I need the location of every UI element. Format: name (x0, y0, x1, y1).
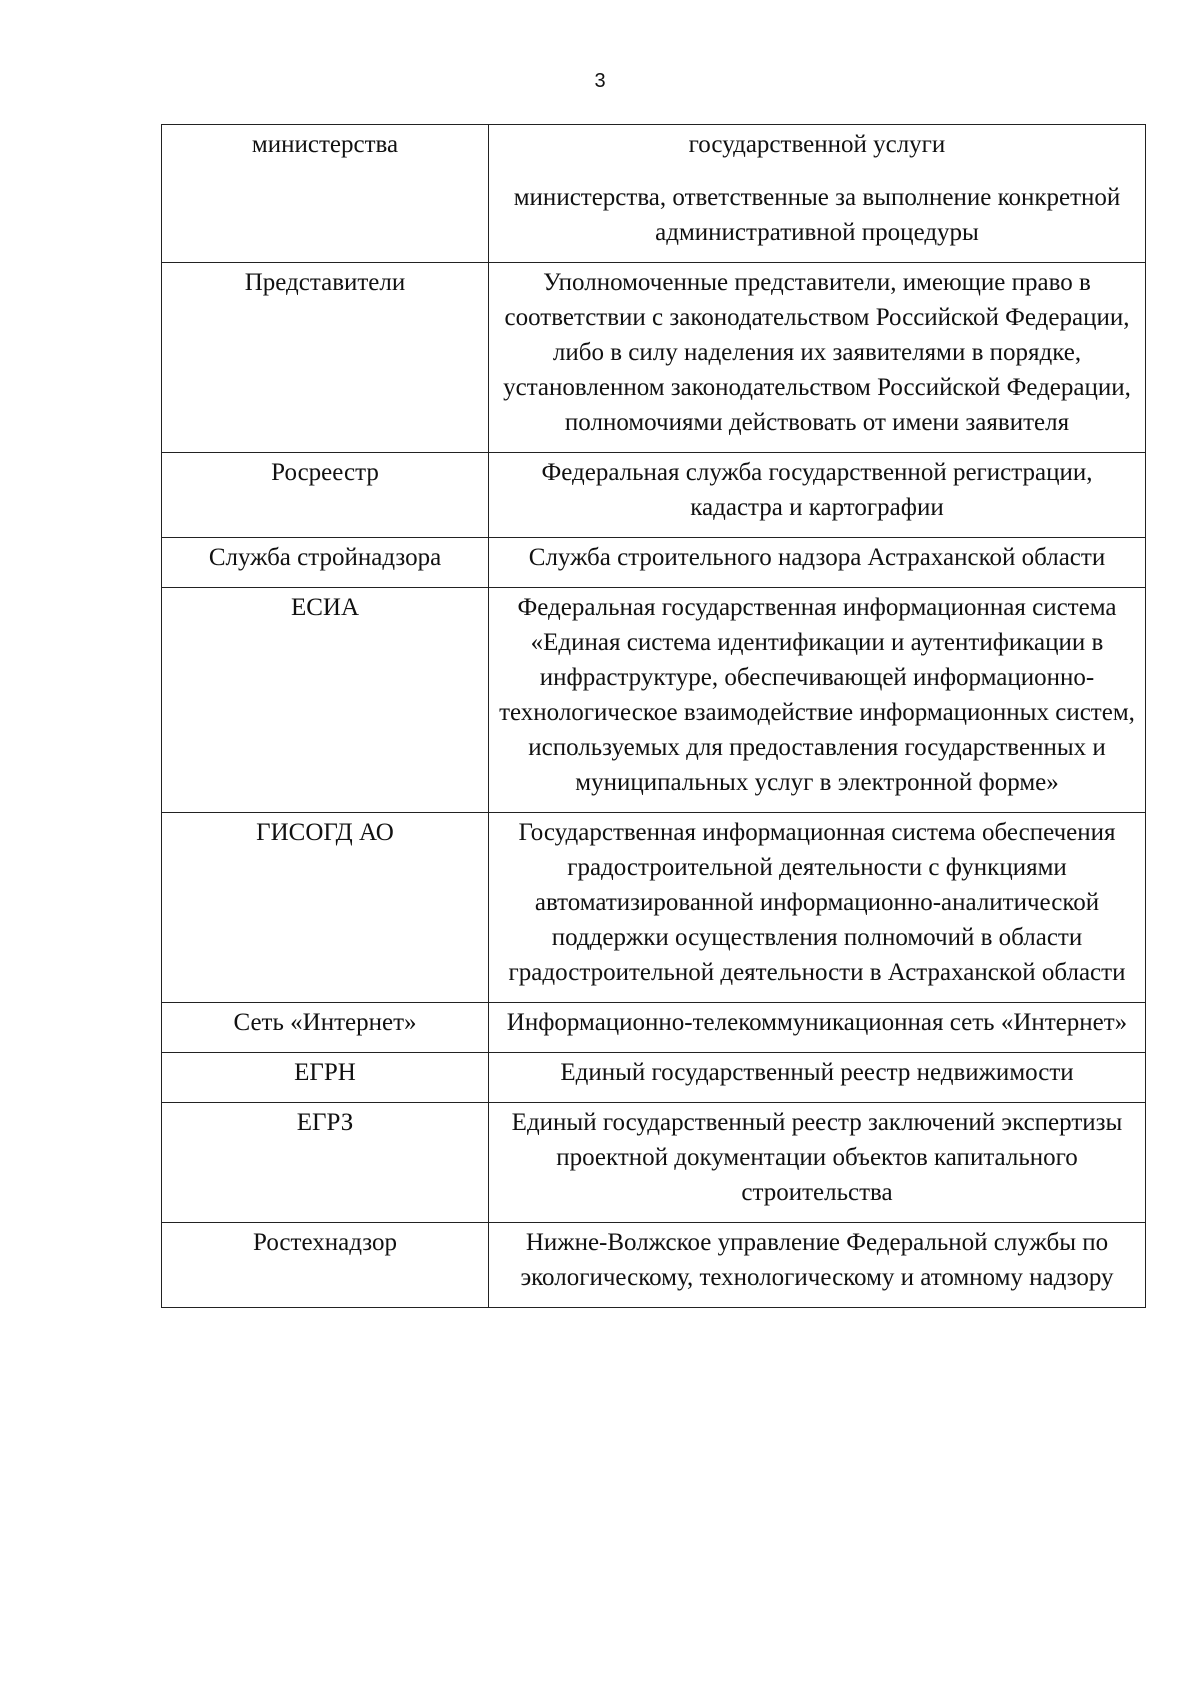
definition-text: Государственная информационная система обеспечения градостроительной деятельности с функциями автоматизированной информационно-аналитической поддержки осуществления полномочий в области градостроительной деятельности в Астраханской области (508, 819, 1126, 986)
table-row (162, 538, 1146, 588)
term-cell: ЕГРЗ (162, 1103, 489, 1223)
definition-text: Единый государственный реестр заключений экспертизы проектной документации объектов капитального строительства (511, 1109, 1123, 1206)
definition-cell (489, 125, 1146, 263)
definition-text: Уполномоченные представители, имеющие право в соответствии с законодательством Российской Федерации, либо в силу наделения их заявителями в порядке, установленном законодательством Российской Федерации, полномочиями действовать от имени заявителя (503, 269, 1131, 436)
term-cell: ЕСИА (162, 588, 489, 813)
term-cell: Представители (162, 263, 489, 453)
table-row (162, 813, 1146, 1003)
definition-text: министерства, ответственные за выполнение конкретной административной процедуры (513, 184, 1121, 246)
definition-text: Единый государственный реестр недвижимости (560, 1059, 1074, 1086)
definition-cell (489, 538, 1146, 588)
definition-cell (489, 263, 1146, 453)
table-row (162, 588, 1146, 813)
definition-cell (489, 813, 1146, 1003)
term-cell: Ростехнадзор (162, 1223, 489, 1308)
definition-text: Нижне-Волжское управление Федеральной службы по экологическому, технологическому и атомному надзору (520, 1229, 1114, 1291)
term-cell: ГИСОГД АО (162, 813, 489, 1003)
term-cell: Росреестр (162, 453, 489, 538)
definition-cell (489, 1053, 1146, 1103)
term-cell: Служба стройнадзора (162, 538, 489, 588)
definition-cell (489, 588, 1146, 813)
abbreviations-table-body (162, 125, 1146, 1308)
definition-text: Информационно-телекоммуникационная сеть «Интернет» (506, 1009, 1128, 1036)
definition-cell (489, 1223, 1146, 1308)
definition-text: Федеральная государственная информационная система «Единая система идентификации и аутентификации в инфраструктуре, обеспечивающей информационно-технологическое взаимодействие информационных систем, используемых для предоставления государственных и муниципальных услуг в электронной форме» (499, 594, 1135, 796)
page-number: 3 (594, 70, 606, 92)
term-cell: Сеть «Интернет» (162, 1003, 489, 1053)
definition-cell (489, 453, 1146, 538)
definition-text: государственной услуги (688, 131, 946, 158)
table-row (162, 125, 1146, 263)
definition-cell (489, 1103, 1146, 1223)
table-row (162, 1223, 1146, 1308)
definition-text: Федеральная служба государственной регистрации, кадастра и картографии (541, 459, 1093, 521)
definition-text: Служба строительного надзора Астраханской области (528, 544, 1106, 571)
table-row (162, 1003, 1146, 1053)
term-cell: министерства (162, 125, 489, 263)
abbreviations-table (161, 124, 1146, 1308)
table-row (162, 1103, 1146, 1223)
table-row (162, 263, 1146, 453)
definition-cell (489, 1003, 1146, 1053)
table-row (162, 1053, 1146, 1103)
table-row (162, 453, 1146, 538)
term-cell: ЕГРН (162, 1053, 489, 1103)
